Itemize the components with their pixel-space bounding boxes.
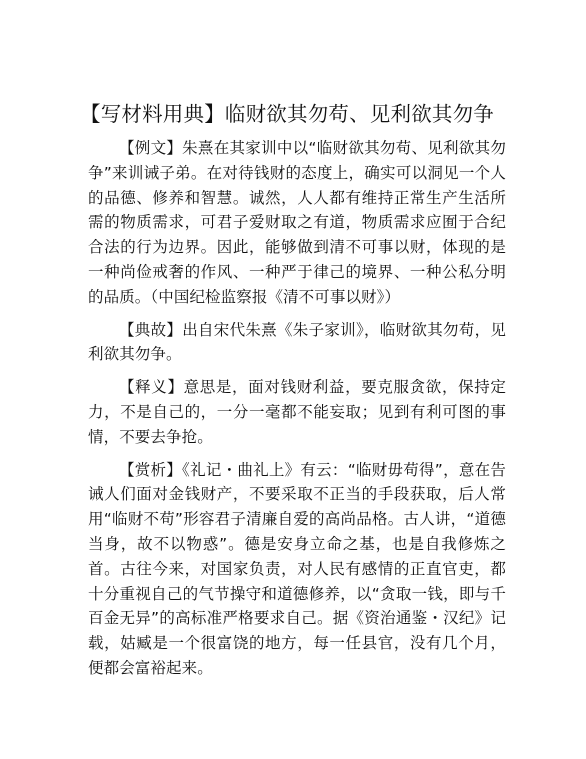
paragraph-appreciation: 【赏析】《礼记・曲礼上》有云：“临财毋苟得”，意在告诫人们面对金钱财产，不要采取不正当的手段获取，后人常用“临财不苟”形容君子清廉自爱的高尚品格。古人讲，“道德当身，故不以物惑”。德是安身立命之基，也是自我修炼之首。古往今来，对国家负责，对人民有感情的正直官吏，都十分重视自己的气节操守和道德修养，以“贪取一钱，即与千百金无异”的高标准严格要求自己。据《资治通鉴・汉纪》记载，姑臧是一个很富饶的地方，每一任县官，没有几个月，便都会富裕起来。 [88, 460, 506, 677]
paragraph-allusion: 【典故】出自宋代朱熹《朱子家训》，临财欲其勿苟，见利欲其勿争。 [88, 320, 506, 364]
paragraph-example: 【例文】朱熹在其家训中以“临财欲其勿苟、见利欲其勿争”来训诫子弟。在对待钱财的态度上，确实可以洞见一个人的品德、修养和智慧。诚然，人人都有维持正常生产生活所需的物质需求，可君子爱财取之有道，物质需求应囿于合纪合法的行为边界。因此，能够做到清不可事以财，体现的是一种尚俭戒奢的作风、一种严于律己的境界、一种公私分明的品质。（中国纪检监察报《清不可事以财》） [88, 139, 506, 306]
paragraph-explanation: 【释义】意思是，面对钱财利益，要克服贪欲，保持定力，不是自己的，一分一毫都不能妄取；见到有利可图的事情，不要去争抢。 [88, 378, 506, 446]
document-title: 【写材料用典】临财欲其勿苟、见利欲其勿争 [80, 102, 494, 126]
document-body [88, 136, 506, 689]
